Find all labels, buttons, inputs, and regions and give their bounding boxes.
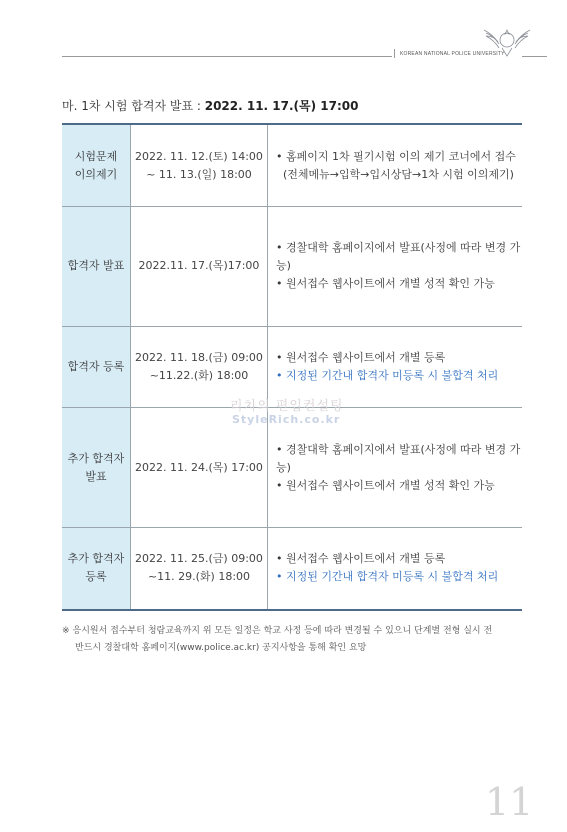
footnote-mark: ※	[62, 626, 70, 636]
page-number: 11	[485, 780, 534, 824]
row-date-line: ~ 11. 13.(일) 18:00	[146, 167, 252, 181]
row-label-line: 합격자 발표	[67, 259, 125, 273]
row-label	[62, 207, 131, 326]
row-label-line: 발표	[85, 469, 107, 483]
footnote-line: 반드시 경찰대학 홈페이지(www.police.ac.kr) 공지사항을 통해 확인 요망	[75, 643, 367, 653]
row-label-line: 등록	[85, 570, 107, 584]
detail-item: • 홈페이지 1차 필기시험 이의 제기 코너에서 접수	[276, 149, 516, 163]
header-separator	[394, 49, 395, 58]
row-label-line: 추가 합격자	[67, 451, 125, 465]
footnote-line: 응시원서 접수부터 청람교육까지 위 모든 일정은 학교 사정 등에 따라 변경될 수 있으니 단계별 전형 실시 전	[72, 626, 493, 636]
row-date	[131, 527, 268, 610]
row-detail	[268, 207, 523, 326]
row-label	[62, 124, 131, 207]
police-emblem-icon	[482, 24, 532, 60]
row-detail	[268, 527, 523, 610]
row-date-line: 2022. 11. 24.(목) 17:00	[135, 460, 263, 474]
row-label-line: 이의제기	[74, 167, 118, 181]
table-row	[62, 207, 522, 326]
row-date-line: 2022. 11. 18.(금) 09:00	[135, 350, 263, 364]
detail-item: (전체메뉴→입학→입시상담→1차 시험 이의제기)	[283, 167, 514, 181]
row-label	[62, 527, 131, 610]
detail-item: • 원서접수 웹사이트에서 개별 등록	[276, 350, 446, 364]
detail-item: • 원서접수 웹사이트에서 개별 성적 확인 가능	[276, 277, 495, 291]
detail-item-highlight: • 지정된 기간내 합격자 미등록 시 불합격 처리	[276, 570, 499, 584]
detail-item: • 경찰대학 홈페이지에서 발표(사정에 따라 변경 가능)	[276, 442, 521, 474]
detail-item: • 원서접수 웹사이트에서 개별 성적 확인 가능	[276, 478, 495, 492]
row-label	[62, 326, 131, 408]
row-label-line: 추가 합격자	[67, 552, 125, 566]
detail-item: • 원서접수 웹사이트에서 개별 등록	[276, 552, 446, 566]
row-date	[131, 207, 268, 326]
row-date	[131, 124, 268, 207]
table-row	[62, 527, 522, 610]
row-date-line: ~11. 29.(화) 18:00	[147, 570, 251, 584]
detail-item-highlight: • 지정된 기간내 합격자 미등록 시 불합격 처리	[276, 368, 499, 382]
footnote	[62, 623, 532, 657]
schedule-table	[62, 123, 522, 611]
university-name: KOREAN NATIONAL POLICE UNIVERSITY	[400, 51, 505, 57]
row-label-line: 합격자 등록	[67, 359, 125, 373]
header-rule	[62, 56, 392, 57]
watermark-url: StyleRich.co.kr	[232, 413, 341, 426]
row-date-line: ~11.22.(화) 18:00	[149, 368, 249, 382]
detail-item: • 경찰대학 홈페이지에서 발표(사정에 따라 변경 가능)	[276, 241, 521, 273]
watermark-text: 리치의 편입컨설팅	[230, 399, 344, 414]
section-title	[62, 97, 358, 114]
row-date-line: 2022. 11. 25.(금) 09:00	[135, 552, 263, 566]
row-date-line: 2022. 11. 12.(토) 14:00	[135, 149, 263, 163]
row-label-line: 시험문제	[74, 149, 118, 163]
announcement-date: 2022. 11. 17.(목) 17:00	[204, 99, 359, 113]
table-row	[62, 124, 522, 207]
row-detail	[268, 124, 523, 207]
row-date-line: 2022.11. 17.(목)17:00	[138, 259, 260, 273]
row-label	[62, 408, 131, 527]
section-prefix: 마. 1차 시험 합격자 발표 :	[62, 99, 205, 113]
